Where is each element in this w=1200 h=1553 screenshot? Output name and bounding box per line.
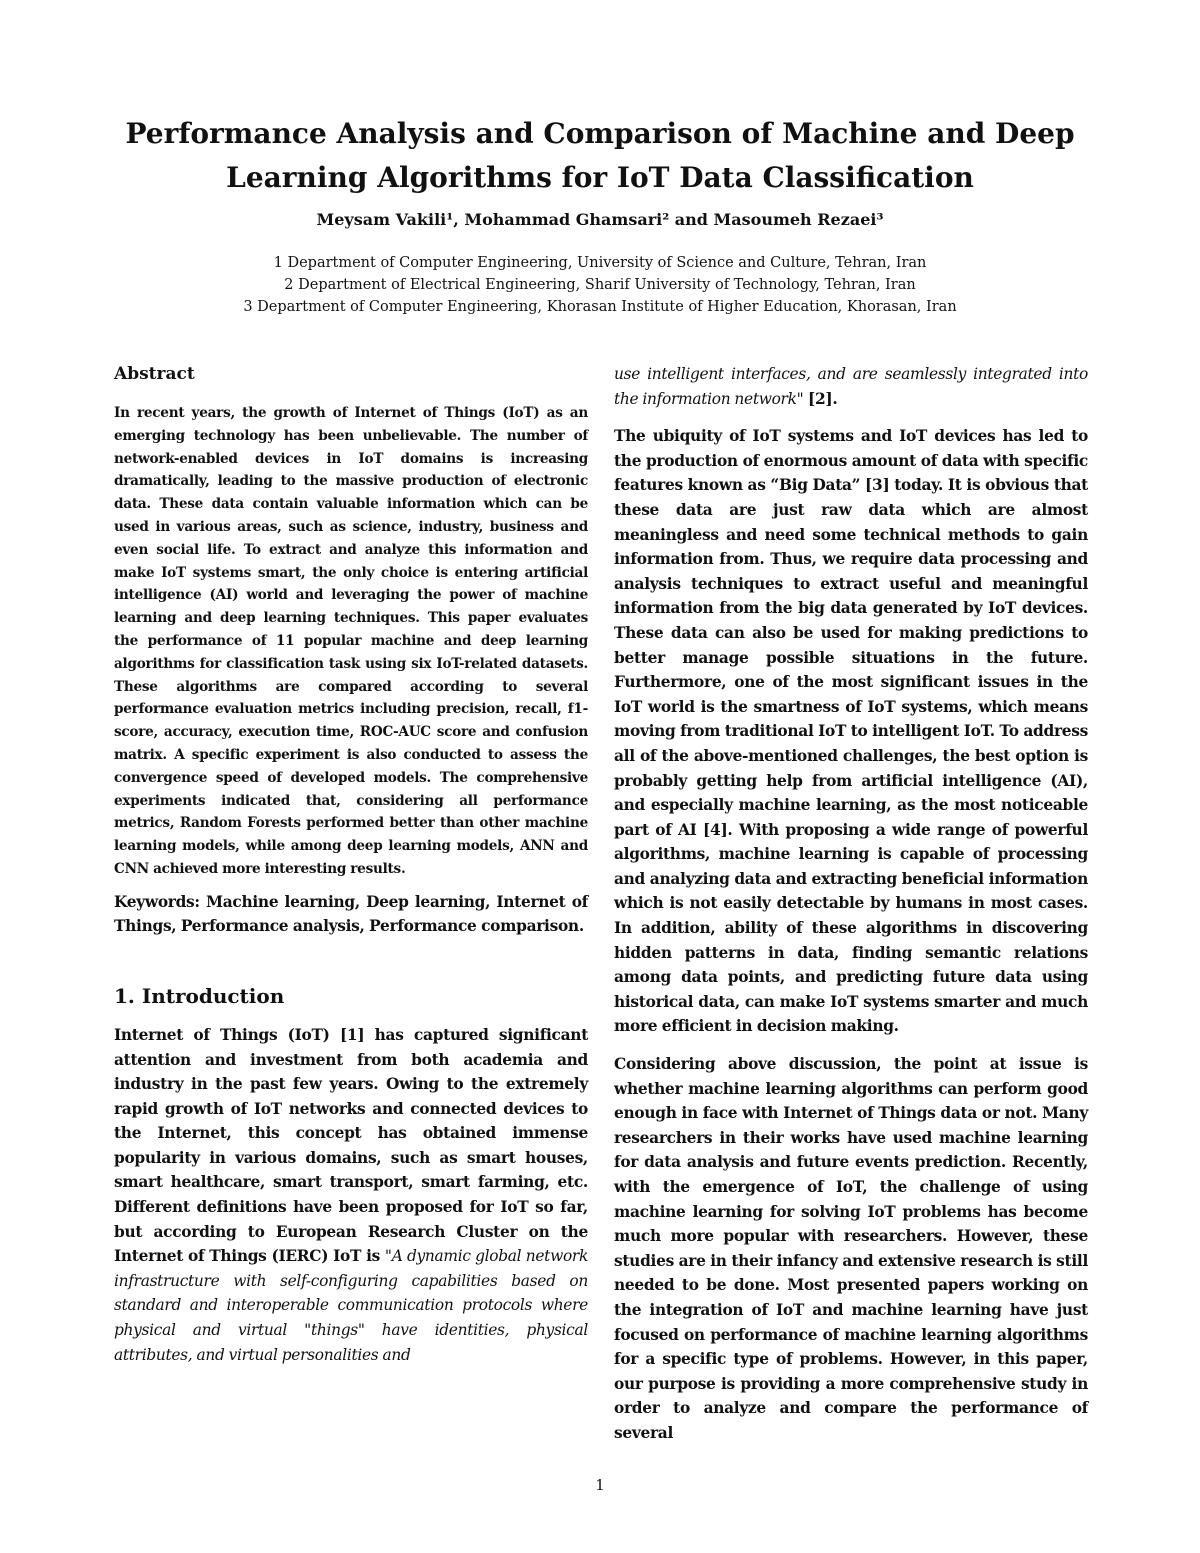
author-list: Meysam Vakili¹, Mohammad Ghamsari² and Masoumeh Rezaei³ (316, 210, 884, 229)
affiliation-2: 2 Department of Electrical Engineering, Sharif University of Technology, Tehran, Iran (284, 277, 916, 293)
iot-definition-quote-part-2: use intelligent interfaces, and are seamlessly integrated into the information network" (614, 365, 1088, 408)
page-number: 1 (595, 1476, 605, 1494)
left-column (114, 362, 588, 1367)
intro-paragraph-3: Considering above discussion, the point at issue is whether machine learning algorithms can perform good enough in face with Internet of Things data or not. Many researchers in their works have used machine learning for data analysis and future events prediction. Recently, with the emergence of IoT, the challenge of using machine learning for solving IoT problems has become much more popular with researchers. However, these studies are in their infancy and extensive research is still needed to be done. Most presented papers working on the integration of IoT and machine learning have just focused on performance of machine learning algorithms for a specific type of problems. However, in this paper, our purpose is providing a more comprehensive study in order to analyze and compare the performance of several (614, 1055, 1088, 1442)
affiliations (120, 252, 1080, 318)
right-column (614, 362, 1088, 1446)
paper-title (120, 112, 1080, 200)
intro-paragraph-1-continued (614, 362, 1088, 411)
intro-paragraph-1-text: Internet of Things (IoT) [1] has captured significant attention and investment from both academia and industry in the past few years. Owing to the extremely rapid growth of IoT networks and connected devices to the Internet, this concept has obtained immense popularity in various domains, such as smart houses, smart healthcare, smart transport, smart farming, etc. Different definitions have been proposed for IoT so far, but according to European Research Cluster on the Internet of Things (IERC) IoT is (114, 1025, 588, 1266)
abstract-text: In recent years, the growth of Internet of Things (IoT) as an emerging technology has been unbelievable. The number of network-enabled devices in IoT domains is increasing dramatically, leading to the massive production of electronic data. These data contain valuable information which can be used in various areas, such as science, industry, business and even social life. To extract and analyze this information and make IoT systems smart, the only choice is entering artificial intelligence (AI) world and leveraging the power of machine learning and deep learning techniques. This paper evaluates the performance of 11 popular machine and deep learning algorithms for classification task using six IoT-related datasets. These algorithms are compared according to several performance evaluation metrics including precision, recall, f1-score, accuracy, execution time, ROC-AUC score and confusion matrix. A specific experiment is also conducted to assess the convergence speed of developed models. The comprehensive experiments indicated that, considering all performance metrics, Random Forests performed better than other machine learning models, while among deep learning models, ANN and CNN achieved more interesting results. (114, 405, 588, 877)
intro-paragraph-1 (114, 1023, 588, 1367)
citation-ref: [2]. (803, 389, 838, 408)
keywords: Keywords: Machine learning, Deep learning, Internet of Things, Performance analysis, Performance comparison. (114, 892, 588, 936)
iot-definition-quote-part-1: "A dynamic global network infrastructure with self-configuring capabilities based on standard and interoperable communication protocols where physical and virtual "things" have identities, physical attributes, and virtual personalities and (114, 1247, 588, 1364)
affiliation-1: 1 Department of Computer Engineering, University of Science and Culture, Tehran, Iran (273, 255, 927, 271)
affiliation-3: 3 Department of Computer Engineering, Khorasan Institute of Higher Education, Khorasan, Iran (243, 299, 957, 315)
title-line-2: Learning Algorithms for IoT Data Classification (226, 161, 974, 194)
introduction-heading: 1. Introduction (114, 983, 285, 1008)
intro-paragraph-2: The ubiquity of IoT systems and IoT devices has led to the production of enormous amount of data with specific features known as “Big Data” [3] today. It is obvious that these data are just raw data which are almost meaningless and need some technical methods to gain information from. Thus, we require data processing and analysis techniques to extract useful and meaningful information from the big data generated by IoT devices. These data can also be used for making predictions to better manage possible situations in the future. Furthermore, one of the most significant issues in the IoT world is the smartness of IoT systems, which means moving from traditional IoT to intelligent IoT. To address all of the above-mentioned challenges, the best option is probably getting help from artificial intelligence (AI), and especially machine learning, as the most noticeable part of AI [4]. With proposing a wide range of powerful algorithms, machine learning is capable of processing and analyzing data and extracting beneficial information which is not easily detectable by humans in most cases. In addition, ability of these algorithms in discovering hidden patterns in data, finding semantic relations among data points, and predicting future data using historical data, can make IoT systems smarter and much more efficient in decision making. (614, 427, 1088, 1036)
abstract-heading: Abstract (114, 364, 195, 384)
title-line-1: Performance Analysis and Comparison of Machine and Deep (125, 117, 1075, 150)
